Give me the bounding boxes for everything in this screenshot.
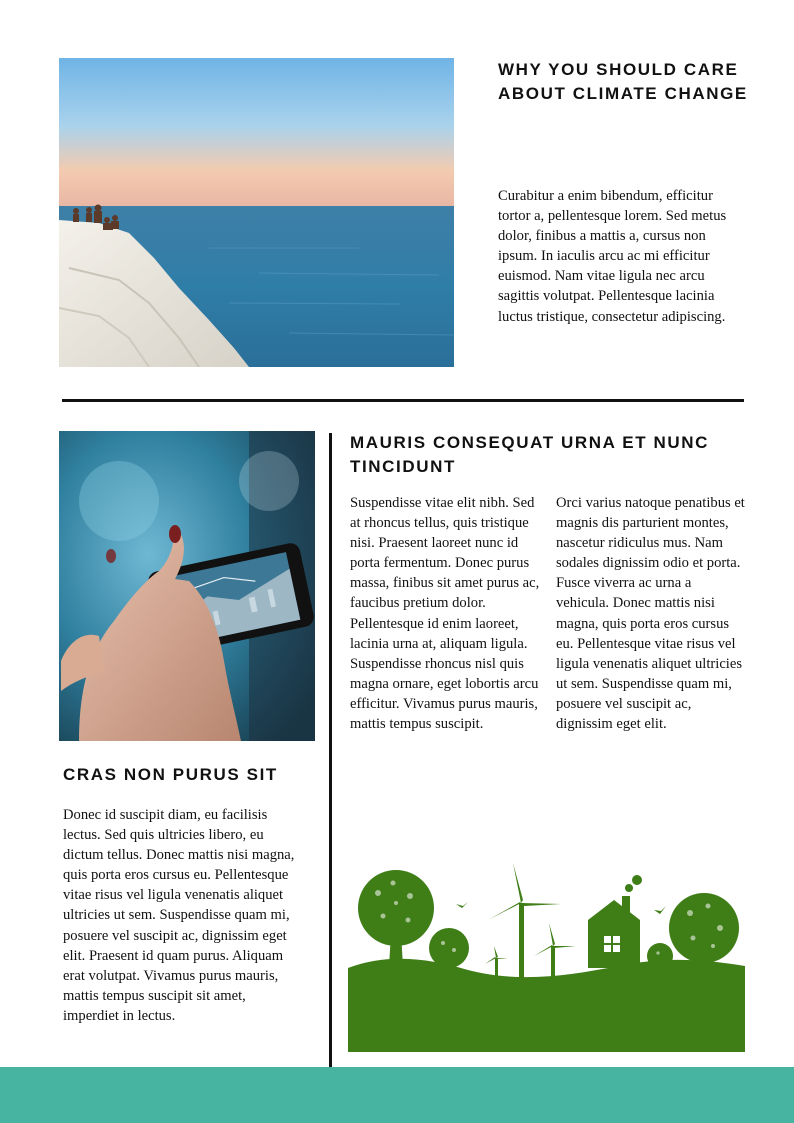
seaside-cliff-photo xyxy=(59,58,454,367)
sidebar-paragraph: Donec id suscipit diam, eu facilisis lectus. Sed quis ultricies libero, eu dictum tellus. Donec mattis nisi magna, quis porta eros cursus eu. Pellentesque vitae risus vel ligula venenatis aliquet ultricies ut sem. Suspendisse quam mi, posuere vel suscipit ac, dignissim eget elit. Praesent id quam purus. Aliquam erat volutpat. Vivamus purus mauris, mattis tempus suscipit sit amet, imperdiet in lectus. xyxy=(63,807,295,1024)
eco-landscape-illustration xyxy=(348,858,745,1052)
footer-band xyxy=(0,1067,794,1123)
vertical-divider xyxy=(329,433,332,1068)
climate-change-heading: WHY YOU SHOULD CARE ABOUT CLIMATE CHANGE xyxy=(498,60,748,103)
phone-photo xyxy=(59,431,315,741)
climate-change-paragraph: Curabitur a enim bibendum, efficitur tortor a, pellentesque lorem. Sed metus dolor, finibus a mattis a, cursus non ipsum. In iaculis arcu ac mi efficitur euismod. Nam vitae ligula nec arcu sagittis volutpat. Pellentesque lacinia luctus tristique, consectetur adipiscing. xyxy=(498,188,727,325)
feature-column-2: Orci varius natoque penatibus et magnis dis parturient montes, nascetur ridiculus mus. Nam sodales dignissim odio et porta. Fusce viverra ac urna a vehicula. Donec mattis nisi magna, quis porta eros cursus eu. Pellentesque vitae risus vel ligula venenatis aliquet ultricies ut sem. Suspendisse quam mi, posuere vel suscipit ac, dignissim eget elit. xyxy=(556,495,745,733)
feature-heading: MAURIS CONSEQUAT URNA ET NUNC TINCIDUNT xyxy=(350,433,710,476)
feature-column-1: Suspendisse vitae elit nibh. Sed at rhoncus tellus, quis tristique nisi. Praesent laoreet nunc id porta fermentum. Donec purus massa, finibus sit amet purus ac, faucibus pretium dolor. Pellentesque id enim laoreet, lacinia urna at, aliquam ligula. Suspendisse rhoncus nisl quis magna ornare, eget lobortis arcu efficitur. Vivamus purus mauris, mattis tempus suscipit. xyxy=(350,495,540,733)
sidebar-heading: CRAS NON PURUS SIT xyxy=(63,765,278,784)
horizontal-divider xyxy=(62,399,744,402)
